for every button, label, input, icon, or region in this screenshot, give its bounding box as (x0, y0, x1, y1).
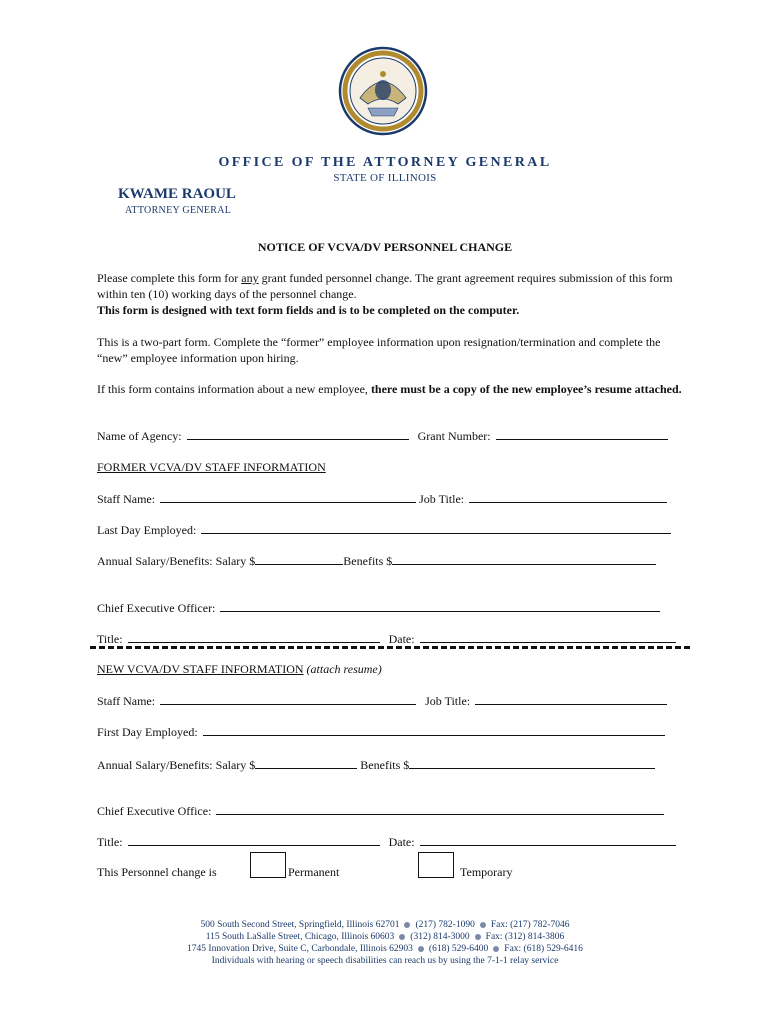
agency-label: Name of Agency: (97, 429, 182, 443)
bullet-icon (418, 946, 424, 952)
carbondale-phone: (618) 529-6400 (428, 944, 489, 954)
bullet-icon (493, 946, 499, 952)
resume-bold-note: there must be a copy of the new employee’s resume attached. (370, 382, 682, 396)
two-part-paragraph: This is a two-part form. Complete the “former” employee information upon resignation/termination and complete the “new” employee information upon hiring. (97, 335, 661, 365)
former-staff-row (97, 491, 667, 507)
former-section-heading: FORMER VCVA/DV STAFF INFORMATION (97, 460, 326, 474)
new-staff-name-label: Staff Name: (97, 694, 156, 708)
former-salary-row (97, 553, 656, 569)
former-date-label: Date: (388, 632, 415, 646)
bullet-icon (480, 922, 486, 928)
new-ceo-input[interactable] (216, 803, 664, 815)
former-ceo-input[interactable] (220, 600, 660, 612)
former-benefits-input[interactable] (392, 553, 656, 565)
footer-relay-note: Individuals with hearing or speech disabilities can reach us by using the 7-1-1 relay service (211, 956, 559, 966)
former-title-label: Title: (97, 632, 123, 646)
state-seal-logo (338, 46, 428, 136)
carbondale-fax: Fax: (618) 529-6416 (504, 944, 583, 954)
footer-chicago (0, 931, 770, 943)
change-type-label: This Personnel change is (97, 865, 217, 879)
bullet-icon (404, 922, 410, 928)
former-ceo-label: Chief Executive Officer: (97, 601, 216, 615)
former-job-title-label: Job Title: (419, 492, 465, 506)
intro-bold-note: This form is designed with text form fields and is to be completed on the computer. (97, 303, 520, 317)
form-title: NOTICE OF VCVA/DV PERSONNEL CHANGE (257, 240, 513, 254)
chicago-fax: Fax: (312) 814-3806 (485, 932, 565, 942)
springfield-address: 500 South Second Street, Springfield, Illinois 62701 (200, 920, 400, 930)
office-title: OFFICE OF THE ATTORNEY GENERAL (218, 155, 552, 170)
intro-any: any (241, 271, 259, 285)
former-date-input[interactable] (420, 631, 676, 643)
new-benefits-label: Benefits $ (360, 758, 410, 772)
former-title-row (97, 631, 676, 647)
last-day-input[interactable] (201, 522, 671, 534)
last-day-row (97, 522, 671, 538)
chicago-phone: (312) 814-3000 (410, 932, 470, 942)
temporary-checkbox[interactable] (418, 852, 454, 878)
intro-text-2: grant funded personnel change. The grant agreement requires submission of this form within ten (10) working days of the personnel change. (97, 271, 673, 301)
first-day-label: First Day Employed: (97, 725, 198, 739)
grant-number-input[interactable] (496, 428, 668, 440)
temporary-label: Temporary (460, 865, 513, 879)
new-staff-row (97, 693, 667, 709)
attorney-general-name: KWAME RAOUL (118, 186, 236, 202)
first-day-input[interactable] (203, 724, 665, 736)
chicago-address: 115 South LaSalle Street, Chicago, Illinois 60603 (205, 932, 395, 942)
new-salary-label: Annual Salary/Benefits: Salary $ (97, 758, 256, 772)
new-date-input[interactable] (420, 834, 676, 846)
grant-number-label: Grant Number: (417, 429, 491, 443)
new-title-input[interactable] (128, 834, 380, 846)
resume-paragraph (97, 381, 687, 397)
attorney-general-title: ATTORNEY GENERAL (125, 205, 232, 216)
springfield-phone: (217) 782-1090 (415, 920, 475, 930)
new-title-label: Title: (97, 835, 123, 849)
new-job-title-input[interactable] (475, 693, 667, 705)
former-staff-name-input[interactable] (160, 491, 416, 503)
last-day-label: Last Day Employed: (97, 523, 197, 537)
intro-text-1: Please complete this form for (97, 271, 242, 285)
new-ceo-row (97, 803, 664, 819)
new-section-note: (attach resume) (306, 662, 382, 676)
new-date-label: Date: (388, 835, 415, 849)
footer-carbondale (0, 943, 770, 955)
former-staff-name-label: Staff Name: (97, 492, 156, 506)
new-ceo-label: Chief Executive Office: (97, 804, 212, 818)
resume-text: If this form contains information about a new employee, (97, 382, 371, 396)
new-section-heading (97, 662, 382, 677)
new-salary-row (97, 757, 655, 773)
former-ceo-row (97, 600, 660, 616)
new-salary-input[interactable] (255, 757, 357, 769)
agency-input[interactable] (187, 428, 409, 440)
first-day-row (97, 724, 665, 740)
former-job-title-input[interactable] (469, 491, 667, 503)
permanent-checkbox[interactable] (250, 852, 286, 878)
section-divider (90, 646, 690, 649)
state-name: STATE OF ILLINOIS (333, 172, 437, 184)
bullet-icon (475, 934, 481, 940)
new-benefits-input[interactable] (409, 757, 655, 769)
new-section-title: NEW VCVA/DV STAFF INFORMATION (97, 662, 304, 676)
carbondale-address: 1745 Innovation Drive, Suite C, Carbondale, Illinois 62903 (187, 944, 413, 954)
new-title-row (97, 834, 676, 850)
intro-paragraph (97, 270, 687, 318)
permanent-label: Permanent (288, 865, 340, 879)
former-benefits-label: Benefits $ (343, 554, 393, 568)
agency-row (97, 428, 668, 444)
former-salary-label: Annual Salary/Benefits: Salary $ (97, 554, 256, 568)
new-staff-name-input[interactable] (160, 693, 416, 705)
bullet-icon (399, 934, 405, 940)
new-job-title-label: Job Title: (425, 694, 471, 708)
former-title-input[interactable] (128, 631, 380, 643)
former-salary-input[interactable] (255, 553, 343, 565)
springfield-fax: Fax: (217) 782-7046 (490, 920, 570, 930)
footer-springfield (0, 919, 770, 931)
